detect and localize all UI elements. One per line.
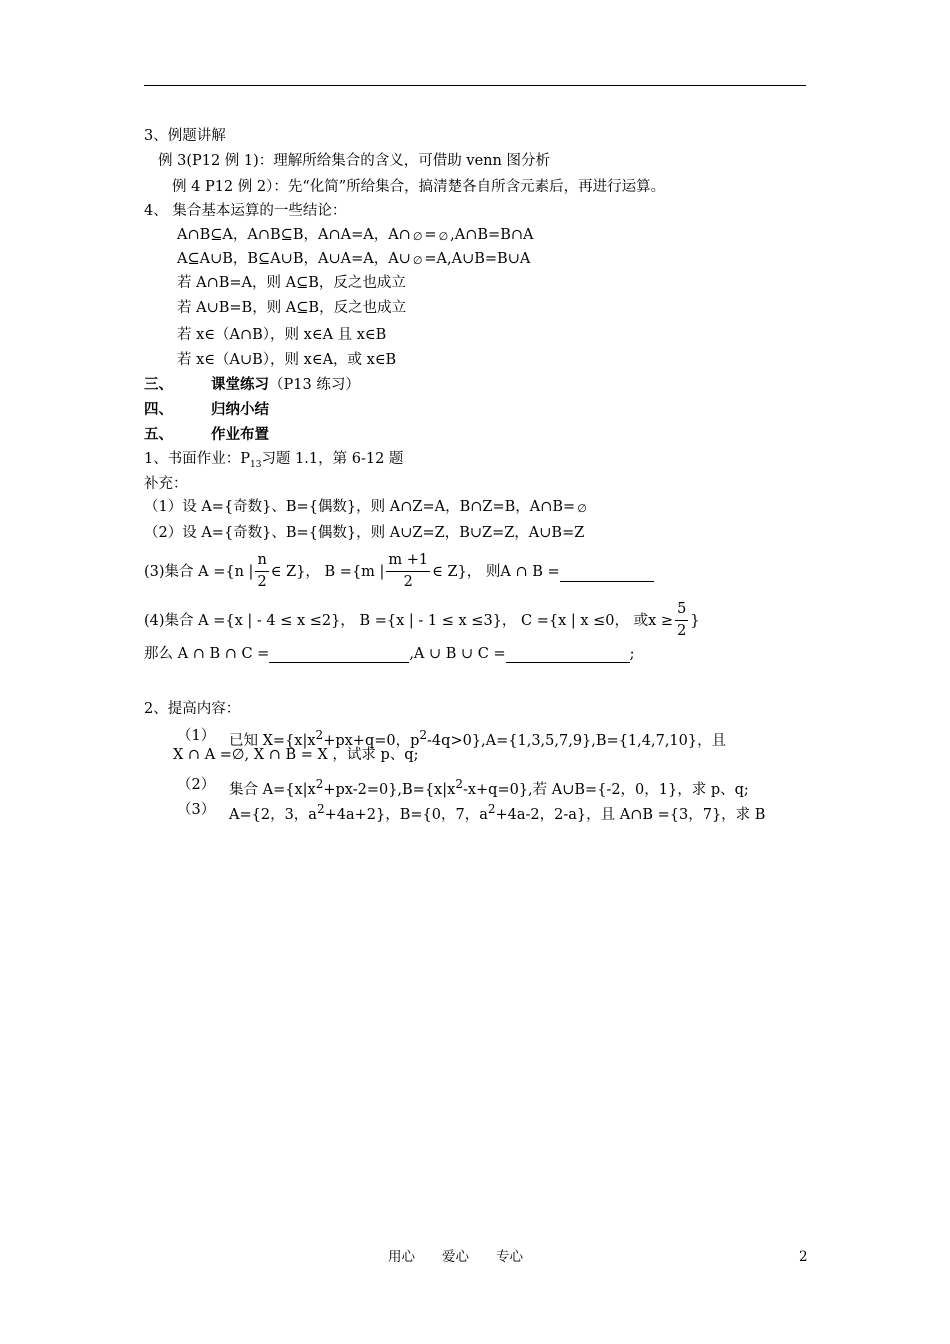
question-3: A={2，3，$a^2+4a+2$}，B={0，7，$a^2+4a-2$，2-a}，且 A∩B ={3，7}，求 B: [229, 802, 766, 823]
section-3-title: 3、例题讲解: [144, 128, 226, 144]
fraction-n-over-2: $\frac{n}{2}$: [257, 552, 267, 590]
answer-blank: [560, 565, 654, 582]
problem-2: （2）设 A={奇数}、B={偶数}，则 A∪Z=Z，B∪Z=Z，A∪B=Z: [144, 525, 585, 541]
section-4-title: 4、 集合基本运算的一些结论：: [144, 203, 347, 219]
conclusion-2: A⊆A∪B，B⊆A∪B，A∪A=A，A∪ ∅ =A,A∪B=B∪A: [177, 251, 531, 267]
problem-1: （1）设 A={奇数}、B={偶数}，则 A∩Z=A，B∩Z=B，A∩B= ∅: [144, 499, 587, 515]
heading-3: 课堂练习（P13 练习）: [211, 376, 360, 393]
footer-text: 用心 爱心 专心: [388, 1249, 523, 1265]
answer-blank: [269, 647, 409, 663]
conclusion-1: A∩B⊆A，A∩B⊆B，A∩A=A，A∩ ∅ = ∅ ,A∩B=B∩A: [177, 227, 534, 243]
header-rule: [144, 85, 806, 86]
example-4: 例 4 P12 例 2）：先“化简”所给集合，搞清楚各自所含元素后，再进行运算。: [172, 179, 666, 195]
example-3: 例 3(P12 例 1)：理解所给集合的含义，可借助 venn 图分析: [158, 153, 550, 169]
fraction-m-plus-1-over-2: $\frac{m +1}{2}$: [388, 552, 429, 590]
heading-5: 作业布置: [211, 426, 269, 443]
question-1: 已知 $X=\{x|x^2+px+q=0$，$p^2-4q>0\},A=\{1,3,5,7,9\},B=\{1,4,7,10\}$，且: [229, 728, 727, 749]
section-2-title: 2、提高内容：: [144, 701, 241, 717]
question-2-number: （2）: [177, 777, 216, 793]
question-3-number: （3）: [177, 802, 216, 818]
heading-4-number: 四、: [144, 401, 173, 418]
conclusion-4: 若 A∪B=B，则 A⊆B，反之也成立: [177, 300, 407, 316]
heading-4: 归纳小结: [211, 401, 269, 418]
homework-1: 1、书面作业：$P_{13}$习题 1.1，第 6-12 题: [144, 451, 404, 470]
supplement-label: 补充：: [144, 476, 188, 492]
conclusion-3: 若 A∩B=A，则 A⊆B，反之也成立: [177, 275, 406, 291]
empty-set-symbol: ∅: [412, 230, 423, 243]
question-1-continued: X ∩ A =∅, X ∩ B = X ，试求 p、q;: [173, 747, 419, 763]
empty-set-symbol: ∅: [438, 230, 449, 243]
question-1-number: （1）: [177, 728, 216, 744]
problem-5: 那么 A ∩ B ∩ C = ,A ∪ B ∪ C = ;: [144, 646, 635, 662]
conclusion-6: 若 x∈（A∪B），则 x∈A，或 x∈B: [177, 352, 397, 368]
answer-blank: [506, 647, 630, 663]
problem-4: (4)集合 A ={x | - 4 ≤ x ≤2}， B ={x | - 1 ≤ x ≤3}， C ={x | x ≤0， 或x ≥ $\frac{5}{2}$ }: [144, 601, 700, 639]
empty-set-symbol: ∅: [577, 502, 587, 515]
empty-set-symbol: ∅: [412, 254, 423, 267]
heading-5-number: 五、: [144, 426, 173, 443]
problem-3: (3)集合 A ={n | $\frac{n}{2}$ ∈ Z}， B ={m | $\frac{m +1}{2}$ ∈ Z}， 则A ∩ B =: [144, 553, 654, 591]
fraction-5-over-2: $\frac{5}{2}$: [677, 601, 687, 639]
conclusion-5: 若 x∈（A∩B），则 x∈A 且 x∈B: [177, 327, 387, 343]
question-2: 集合 $A=\{x|x^2+px-2=0\},B=\{x|x^2-x+q=0\}$,若 A∪B={-2，0，1}，求 p、q;: [229, 777, 749, 798]
heading-3-number: 三、: [144, 376, 173, 393]
page-number: 2: [799, 1249, 808, 1265]
